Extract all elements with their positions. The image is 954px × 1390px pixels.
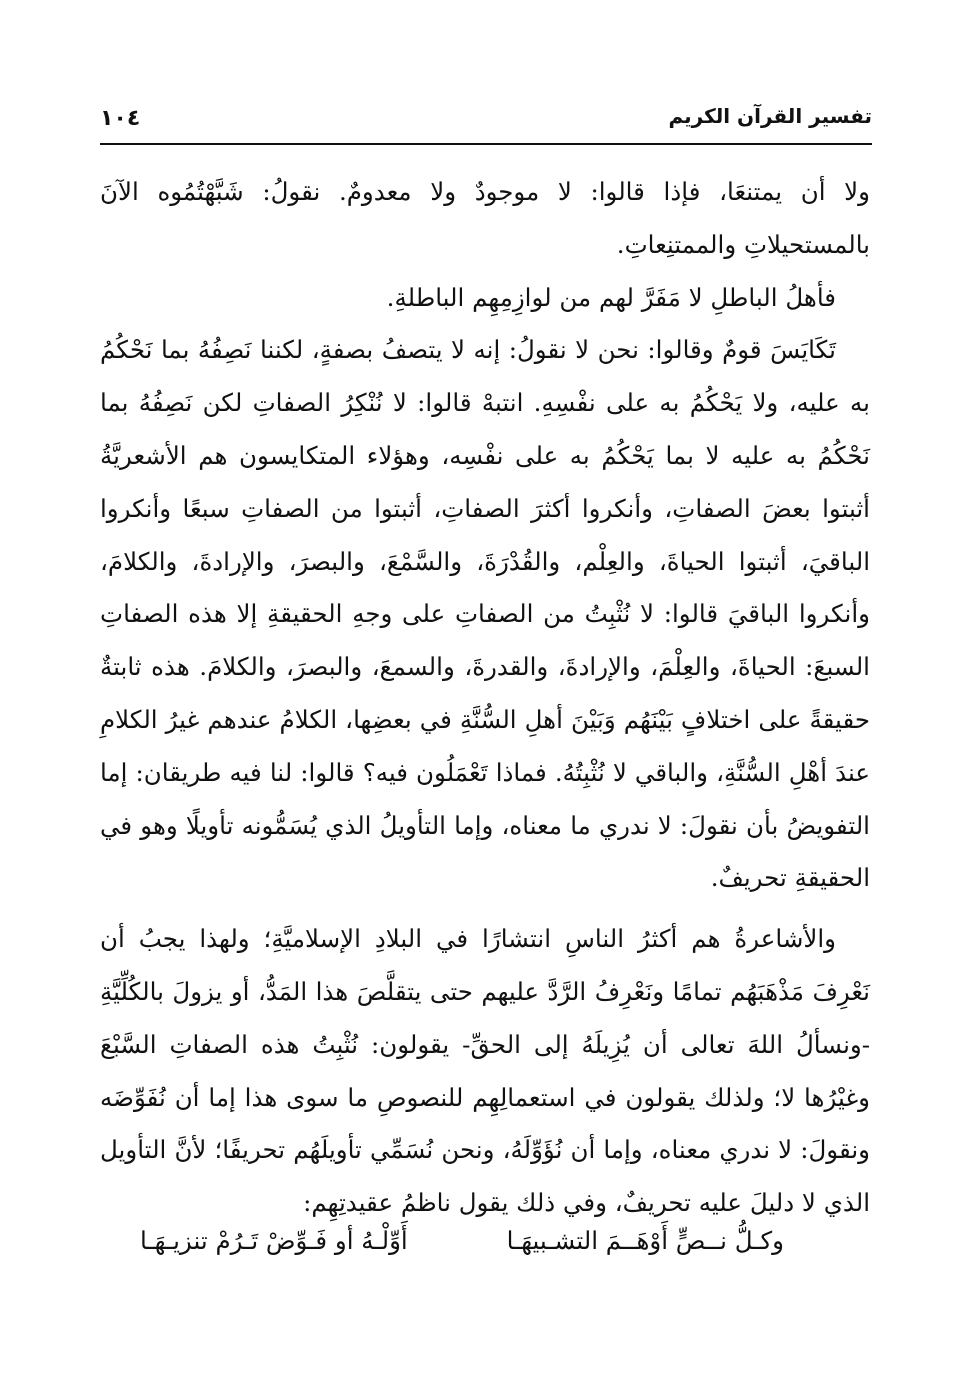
paragraph: فأهلُ الباطلِ لا مَفَرَّ لهم من لوازِمِهِم الباطلةِ.: [386, 282, 836, 312]
page-number: ١٠٤: [100, 106, 141, 131]
poem-verse: [140, 1226, 784, 1276]
paragraph-continuation: ولا أن يمتنعَا، فإذا قالوا: لا موجودٌ ولا معدومٌ. نقولُ: شَبَّهْتُمُوه الآنَ بالمستحيلاتِ والممتنِعاتِ.: [100, 177, 870, 259]
verse-first-hemistich: وكـلُّ نــصٍّ أَوْهَــمَ التشـبيهَـا: [506, 1226, 784, 1255]
paragraph: والأشاعرةُ هم أكثرُ الناسِ انتشارًا في البلادِ الإسلاميَّةِ؛ ولهذا يجبُ أن نَعْرِفَ مَذْهَبَهُم تمامًا ونَعْرِفُ الرَّدَّ عليهم حتى يتقلَّصَ هذا المَدُّ، أو يزولَ بالكُلِّيَّةِ -ونسألُ اللهَ تعالى أن يُزِيلَهُ إلى الحقِّ- يقولون: نُثْبِتُ هذه الصفاتِ السَّبْعَ وغيْرُها لا؛ ولذلك يقولون في استعمالِهِم للنصوصِ ما سوى هذا إما أن نُفَوِّضَه ونقولَ: لا ندري معناه، وإما أن نُؤَوِّلَهُ، ونحن نُسَمِّي تأويلَهُم تحريفًا؛ لأنَّ التأويل الذي لا دليلَ عليه تحريفٌ، وفي ذلك يقول ناظمُ عقيدتِهِم:: [100, 924, 870, 1218]
header-divider: [100, 143, 872, 145]
verse-second-hemistich: أَوِّلْـهُ أو فَـوِّضْ تَـرُمْ تنزيـهَـا: [140, 1226, 408, 1255]
running-header: [100, 100, 872, 144]
main-text: [100, 166, 870, 1230]
paragraph: تَكَايَسَ قومٌ وقالوا: نحن لا نقولُ: إنه لا يتصفُ بصفةٍ، لكننا نَصِفُهُ بما نَحْكُمُ به عليه، ولا يَحْكُمُ به على نفْسِهِ. انتبهْ قالوا: لا نُنْكِرُ الصفاتِ لكن نَصِفُهُ بما نَحْكُمُ به عليه لا بما يَحْكُمُ به على نفْسِه، وهؤلاء المتكايسون هم الأشعريَّةُ أثبتوا بعضَ الصفاتِ، وأنكروا أكثرَ الصفاتِ، أثبتوا من الصفاتِ سبعًا وأنكروا الباقيَ، أثبتوا الحياةَ، والعِلْم، والقُدْرَةَ، والسَّمْعَ، والبصرَ، والإرادةَ، والكلامَ، وأنكروا الباقيَ قالوا: لا نُثْبِتُ من الصفاتِ على وجهِ الحقيقةِ إلا هذه الصفاتِ السبعَ: الحياةَ، والعِلْمَ، والإرادةَ، والقدرةَ، والسمعَ، والبصرَ، والكلامَ. هذه ثابتةٌ حقيقةً على اختلافٍ بَيْنَهُم وَبَيْنَ أهلِ السُّنَّةِ في بعضِها، الكلامُ عندهم غيرُ الكلامِ عندَ أهْلِ السُّنَّةِ، والباقي لا نُثْبِتُهُ. فماذا تَعْمَلُون فيه؟ قالوا: لنا فيه طريقان: إما التفويضُ بأن نقولَ: لا ندري ما معناه، وإما التأويلُ الذي يُسَمُّونه تأويلًا وهو في الحقيقةِ تحريفٌ.: [100, 335, 870, 893]
book-title: تفسير القرآن الكريم: [668, 104, 872, 128]
